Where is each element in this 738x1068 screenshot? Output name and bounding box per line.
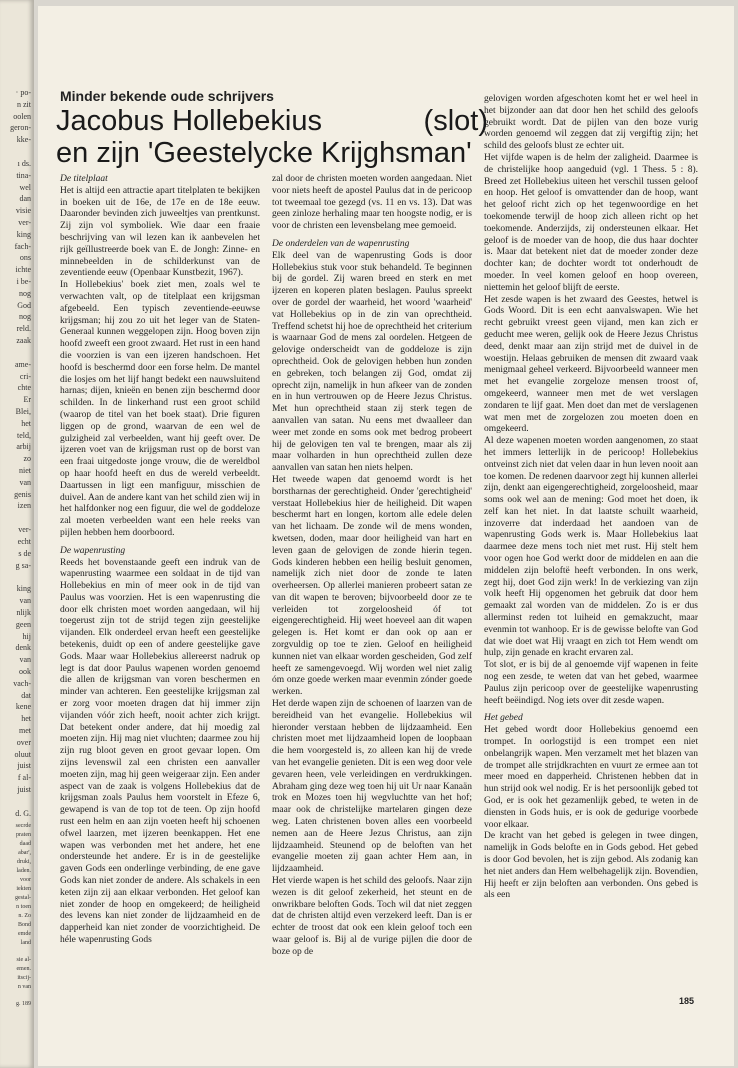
subheading: Het gebed: [484, 713, 523, 724]
cutoff-text-fragment: echt: [17, 537, 31, 546]
article-title-line-2: en zijn 'Geestelycke Krijghsman': [56, 137, 472, 169]
caption-fragment: abar',: [18, 850, 31, 856]
caption-fragment: daad: [19, 841, 31, 847]
cutoff-text-fragment: chte: [17, 383, 31, 393]
caption-fragment: voor: [20, 877, 31, 883]
cutoff-text-fragment: visie: [15, 206, 31, 216]
paragraph: Reeds het bovenstaande geeft een indruk van de wapenrusting waarmee een soldaat in de tijd van Hollebekius en min of meer ook in de tijd van Paulus was voorzien. Het is een wapenrusting die door elk christen moet worden aangedaan, wil hij toegerust zijn tot de strijd tegen zijn geestelijke vijanden. Elk onderdeel ervan heeft een geestelijke betekenis, duidt op een of andere geestelijke gave Gods. Maar waar Hollebekius allereerst nadruk op legt is dat door Paulus wapenen worden genoemd die allen de krijgsman van voren beschermen en minder van achteren. Een geestelijke krijgsman zal er zorg voor moeten dragen dat hij immer zijn vijanden vóór zich heeft, nooit achter zich krijgt. Dat betekent onder andere, dat hij moedig zal moeten zijn. Hij mag niet vluchten; daarmee zou hij zijn rug bloot geven en groot gevaar lopen. Om zijns levenswil zal een christen een aanvaller moeten zijn, mag hij geen weigeraar zijn. Een ander aspect van de zaak is volgens Hollebekius dat de krijgsman zoals Paulus hem voorstelt in Efeze 6, gewapend is van de top tot de teen. Op zijn hoofd rust een helm en aan zijn voeten heeft hij schoenen ofwel laarzen, met ijzeren beenkappen. Het ene wapen was verbonden met het andere, het ene ondersteunde het andere. Er is in de geestelijke gaven Gods een onderlinge verbinding, de ene gave Gods kan niet zonder de andere. Als schakels in een keten zijn zij aan elkaar verbonden. Het geloof kan niet zonder de hoop en omgekeerd; de heiligheid des levens kan niet zonder de lijdzaamheid en de dapperheid kan niet zonder de voorzichtigheid. De héle wapenrusting Gods: [60, 557, 260, 945]
cutoff-text-fragment: n zit: [17, 99, 31, 109]
paragraph: Het derde wapen zijn de schoenen of laarzen van de bereidheid van het evangelie. Hollebekius wil hieronder verstaan hebben de lijdzaamheid. Een christen moet met lijdzaamheid lopen de loopbaan die hem voorgesteld is, zo alleen kan hij de vrede van het evangelie genieten. Dit is een weg door vele gevaren heen, vele verleidingen en verdrukkingen. Abraham ging deze weg toen hij uit Ur naar Kanaän trok en Mozes toen hij wegvluchtte van het hof; maar ook de christelijke martelaren gingen deze weg. Laten christenen boven alles een voorbeeld nemen aan de Heere Jezus Christus, aan zijn lijdzaamheid. Steunend op de beloften van het evangelie moeten zij gaan achter Hem aan, in lijdzaamheid.: [272, 699, 472, 875]
cutoff-text-fragment: genis: [14, 489, 31, 499]
cutoff-text-fragment: het: [21, 418, 31, 428]
cutoff-text-fragment: tina-: [16, 170, 31, 180]
cutoff-text-fragment: teld,: [17, 430, 31, 440]
cutoff-text-fragment: hij: [22, 631, 31, 641]
cutoff-text-fragment: d. G.: [15, 808, 31, 818]
paragraph: Het is altijd een attractie apart titelplaten te bekijken in boeken uit de 16e, de 17e en de 18e eeuw. Daaronder bevinden zich juweeltjes van prentkunst. Zij zijn vol symboliek. Wie daar een fraaie beschrijving van wil lezen kan ik aanbevelen het rijk geïllustreerde boek van E. de Jongh: Zinne- en minnebeelden in de schilderkunst van de zeventiende eeuw (Openbaar Kunstbezit, 1967).: [60, 185, 260, 279]
caption-fragment: sie al-: [16, 957, 31, 963]
cutoff-text-fragment: s de: [18, 548, 31, 558]
caption-fragment: druki,: [16, 859, 31, 865]
cutoff-text-fragment: fach-: [14, 241, 31, 251]
cutoff-text-fragment: ver-: [18, 525, 31, 535]
cutoff-text-fragment: God: [17, 300, 31, 310]
subheading: De titelplaat: [60, 174, 108, 184]
cutoff-text-fragment: ame-: [15, 359, 31, 369]
paragraph: Tot slot, er is bij de al genoemde vijf wapenen in feite nog een zesde, te weten dat van het gebed, waarmee Paulus zijn pericoop over de geestelijke wapenrusting heeft beëindigd. Nog iets over dit zesde wapen.: [484, 660, 698, 706]
series-kicker: Minder bekende oude schrijvers: [60, 88, 274, 104]
paragraph: Het vijfde wapen is de helm der zaligheid. Daarmee is de christelijke hoop aangeduid (vgl. 1 Thess. 5 : 8). Breed zet Hollebekius uiteen het verschil tussen geloof en hoop. Het geloof is omvattender dan de hoop, want het geloof richt zich op het tegenwoordige en het toekomende terwijl de hoop zich alleen richt op het toekomende. Anderzijds, zij ondersteunen elkaar. Het geloof is de moeder van de hoop, die dus haar dochter is. Maar dat betekent niet dat de moeder zonder deze dochter kan; de dochter wordt tot onderhoudt de moeder. In veel komen geloof en hoop overeen, niettemin het geloof blijft de eerste.: [484, 152, 698, 293]
paragraph: Elk deel van de wapenrusting Gods is door Hollebekius stuk voor stuk behandeld. Te beginnen bij de gordel. Zij waren breed en sterk en met ijzeren en koperen platen beslagen. Paulus spreekt over de gordel der waarheid, het woord 'waarheid' vat Hollebekius op in de zin van oprechtheid. Treffend schetst hij hoe de oprechtheid het criterium is waarnaar God de mens zal oordelen. Hetgeen de gelovige onderscheidt van de goddeloze is zijn oprechtheid. Ook de gelovigen hebben hun zonden en gebreken, toch belangen zij God, omdat zij oprecht zijn, namelijk in hun afkeer van de zonden en in hun vertrouwen op de Heere Jezus Christus. Met hun oprechtheid staan zij sterk tegen de aanvallen van satan. Nu eens met dwaalleer dan weer met zonde en soms ook met bedrog probeert hij de gelovigen ten val te brengen, maar als zij maar volharden in hun oprechtheid zullen deze aanvallen van satan hen niets helpen.: [272, 250, 472, 474]
cutoff-text-fragment: zaak: [16, 336, 31, 345]
cutoff-text-fragment: ichte: [15, 265, 31, 275]
text-column-3: [484, 94, 698, 902]
caption-fragment: laden.: [16, 868, 31, 874]
cutoff-text-fragment: king: [16, 229, 31, 239]
caption-fragment: g. 189: [16, 1001, 31, 1007]
caption-fragment: gestal-: [15, 895, 31, 901]
paragraph: Het gebed wordt door Hollebekius genoemd een trompet. In oorlogstijd is een trompet een niet onbelangrijk wapen. Men verzamelt met het blazen van de trompet alle strijdkrachten en vuurt ze ermee aan tot meer moed en dapperheid. Christenen hebben dat in hun strijd ook wel nodig. Er is het persoonlijk gebed tot God, er is ook het gezamenlijk gebed, te weten in de diensten in Gods huis, er is ook de gedurige voorbede voor elkaar.: [484, 725, 698, 830]
caption-fragment: iekten: [16, 886, 31, 892]
paragraph: gelovigen worden afgeschoten komt het er wel heel in het bijzonder aan dat door hen het schild des geloofs gebruikt wordt. Dat de pijlen van den boze vurig worden genoemd wil zeggen dat zij vergiftig zijn; het schild des geloofs blust ze echter uit.: [484, 94, 698, 152]
cutoff-text-fragment: van: [19, 655, 31, 665]
title-text: Jacobus Hollebekius: [56, 105, 322, 137]
cutoff-text-fragment: dat: [21, 690, 31, 700]
subheading: De onderdelen van de wapenrusting: [272, 238, 410, 249]
cutoff-text-fragment: niet: [19, 466, 31, 475]
cutoff-text-fragment: zo: [23, 454, 31, 464]
cutoff-text-fragment: f al-: [17, 773, 31, 783]
paragraph: In Hollebekius' boek ziet men, zoals wel te verwachten valt, op de titelplaat een krijgsman afgebeeld. Een typisch zeventiende-eeuwse krijgsman; hij zou zo uit het leger van de Staten-Generaal kunnen weggelopen zijn. Hoog boven zijn hoofd zweeft een groot zwaard. Het rust in een hand die voorzien is van een ijzeren handschoen. Het hoofd is beschermd door een forse helm. De mantel die losjes om het lijf hangt bedekt een nauwsluitend harnas; dijen, knieën en benen zijn beschermd door schilden. In de linkerhand rust een groot schild (waarop de titel van het boek staat). Drie figuren liggen op de grond, waarvan de een wel de gulzigheid zal verbeelden, want hij geeft over. De ijzeren voet van de krijgsman rust op de borst van een fraai uitgedoste jonge vrouw, die de wereldbol op haar hoofd heeft en dus de wereld verbeeldt. Daartussen in ligt een manfiguur, misschien de duivel. Aan de andere kant van het schild zien wij in het halfdonker nog een figuur, die wel de goddeloze zal moeten verbeelden want een hele reeks van pijlen hebben hem doorboord.: [60, 280, 260, 538]
caption-fragment: itscij-: [17, 975, 31, 981]
cutoff-text-fragment: · po-: [15, 88, 31, 97]
cutoff-text-fragment: Er: [23, 395, 31, 405]
cutoff-text-fragment: king: [16, 584, 31, 594]
cutoff-text-fragment: Blei,: [15, 407, 31, 416]
text-column-1: [60, 174, 260, 947]
cutoff-text-fragment: geron-: [10, 123, 31, 133]
caption-fragment: land: [20, 940, 31, 946]
caption-fragment: praten: [16, 832, 31, 838]
caption-fragment: Bond: [17, 922, 31, 928]
previous-page-edge: [0, 0, 34, 1068]
cutoff-text-fragment: nog: [19, 288, 31, 298]
paragraph: Het zesde wapen is het zwaard des Geestes, hetwel is Gods Woord. Dit is een echt aanvalswapen. Wie het recht gebruikt vreest geen vijand, men kan zich er geducht mee weren, gelijk ook de Heere Jezus Christus deed, denkt maar aan zijn strijd met de duivel in de woestijn. Helaas gebruiken de mensen dit zwaard vaak menigmaal geheel verkeerd. Bijvoorbeeld wanneer men met het evangelie zorgeloze mensen troost of, omgekeerd, wanneer men met de wet verslagen zondaren te lijf gaat. Men doet dan met de verslagenen wat men met de zorgelozen zou moeten doen en omgekeerd.: [484, 294, 698, 435]
cutoff-text-fragment: kene: [15, 702, 31, 712]
cutoff-text-fragment: oluut: [14, 749, 31, 759]
paragraph: Al deze wapenen moeten worden aangenomen, zo staat het immers letterlijk in de pericoop! Hollebekius ontveinst zich niet dat velen daar in hun leven nooit aan toe komen. De redenen daarvoor zegt hij kunnen allerlei zijn, denkt aan eigengerechtigheid, zorgeloosheid, maar soms ook wel aan de mening: God moet het doen, ik zelf kan het niet. In dat laatste schuilt waarheid, inzoverre dat inderdaad het aandoen van de wapenrusting Gods werk is. Maar Hollebekius laat daarmee deze mens toch niet met rust. Hij stelt hem voor ogen hoe God werkt door de middelen en aan die middelen zijn beloftë heeft verbonden. In ons werk, zegt hij, doet God zijn werk! In de verkiezing van zijn volk heeft Hij opgenomen het gebruik dat door hem gemaakt zal worden van de middelen. Zo is er dus allerminst reden tot luiheid en gemakzucht, maar evenmin tot wanhoop. Er is de gewisse belofte van God dat wie doet wat Hij vraagt en zich tot Hem wendt om hulp, zijn genade en kracht ervaren zal.: [484, 436, 698, 659]
caption-fragment: n. Zo: [18, 913, 31, 919]
caption-fragment: emen.: [16, 966, 31, 972]
cutoff-text-fragment: het: [21, 714, 31, 724]
cutoff-text-fragment: ı ds.: [17, 159, 31, 168]
caption-fragment: secrde: [15, 823, 31, 829]
cutoff-text-fragment: wel: [19, 182, 31, 192]
text-column-2: [272, 174, 472, 959]
cutoff-text-fragment: denk: [15, 643, 31, 653]
cutoff-text-fragment: vach-: [13, 678, 31, 688]
paragraph: zal door de christen moeten worden aangedaan. Niet voor niets heeft de apostel Paulus dat in de pericoop tot tweemaal toe gezegd (vs. 11 en vs. 13). Dat was geen zinloze herhaling maar ten hoogste nodig, er is voor de christen een levensbelang mee gemoeid.: [272, 174, 472, 232]
cutoff-text-fragment: ver-: [18, 218, 31, 227]
cutoff-text-fragment: met: [19, 726, 31, 735]
article-title-line-1: [56, 106, 488, 136]
caption-fragment: emde: [18, 931, 31, 937]
page-number: 185: [678, 996, 694, 1006]
cutoff-text-fragment: cri-: [19, 371, 31, 381]
cutoff-text-fragment: izen: [17, 501, 31, 511]
paragraph: Het tweede wapen dat genoemd wordt is het borstharnas der gerechtigheid. Onder 'gerechtigheid' verstaat Hollebekius hier de heiligheid. Dit wapen beschermt hart en longen, kortom alle edele delen van het lichaam. De zonde wil de mens wonden, kwetsen, doden, maar door heiligheid van hart en leven gaan de gelovigen de zonde hierin tegen. Gods kinderen hebben een heilig besluit genomen, namelijk zich niet door de zonde te laten overheersen. Op allerlei manieren probeert satan ze van dit wapen te beroven; bijvoorbeeld door ze te verleiden tot zorgeloosheid óf tot eigengerechtigheid. Hij weet hoeveel aan dit wapen gelegen is. Het komt er dan ook op aan er zorgvuldig op toe te zien. Geloof en heiligheid kunnen niet van elkaar worden gescheiden, God zelf heeft ze samengevoegd. Wij worden wel niet zalig óm onze goede werken maar evenmin zónder goede werken.: [272, 474, 472, 698]
cutoff-text-fragment: geen: [15, 619, 31, 629]
title-slot-label: (slot): [423, 105, 488, 137]
cutoff-text-fragment: nog: [19, 312, 31, 322]
article-page: [38, 6, 734, 1066]
cutoff-text-fragment: oolen: [13, 111, 31, 121]
cutoff-text-fragment: ons: [19, 253, 31, 263]
cutoff-text-fragment: reld.: [16, 324, 31, 334]
cutoff-text-fragment: arbij: [16, 442, 31, 452]
cutoff-text-fragment: van: [19, 596, 31, 606]
caption-fragment: n toen: [16, 904, 31, 910]
cutoff-text-fragment: over: [16, 737, 31, 747]
caption-fragment: n van: [17, 984, 31, 990]
cutoff-text-fragment: g sa-: [15, 560, 31, 570]
cutoff-text-fragment: juist: [17, 761, 31, 771]
cutoff-text-fragment: i be-: [16, 277, 31, 286]
cutoff-text-fragment: nlijk: [16, 608, 31, 617]
cutoff-text-fragment: ook: [19, 667, 31, 676]
cutoff-text-fragment: kke-: [16, 135, 31, 145]
subheading: De wapenrusting: [60, 545, 126, 556]
paragraph: Het vierde wapen is het schild des geloofs. Naar zijn wezen is dit geloof zekerheid, het steunt en de onwrikbare beloften Gods. Toch wil dat niet zeggen dat de christen altijd even verzekerd leeft. Dan is er echter de troost dat ook een klein geloof toch een waar geloof is. Bij al de vurige pijlen die door de boze op de: [272, 876, 472, 957]
cutoff-text-fragment: juist: [17, 785, 31, 794]
paragraph: De kracht van het gebed is gelegen in twee dingen, namelijk in Gods belofte en in Gods gebod. Het gebed is door God bevolen, het is zijn gebod. Als zodanig kan het niet anders dan Hem welbehagelijk zijn. Bovendien, Hij heeft er zijn beloften aan verbonden. Ons gebed is als een: [484, 831, 698, 901]
cutoff-text-fragment: dan: [19, 194, 31, 204]
cutoff-text-fragment: van: [19, 477, 31, 487]
